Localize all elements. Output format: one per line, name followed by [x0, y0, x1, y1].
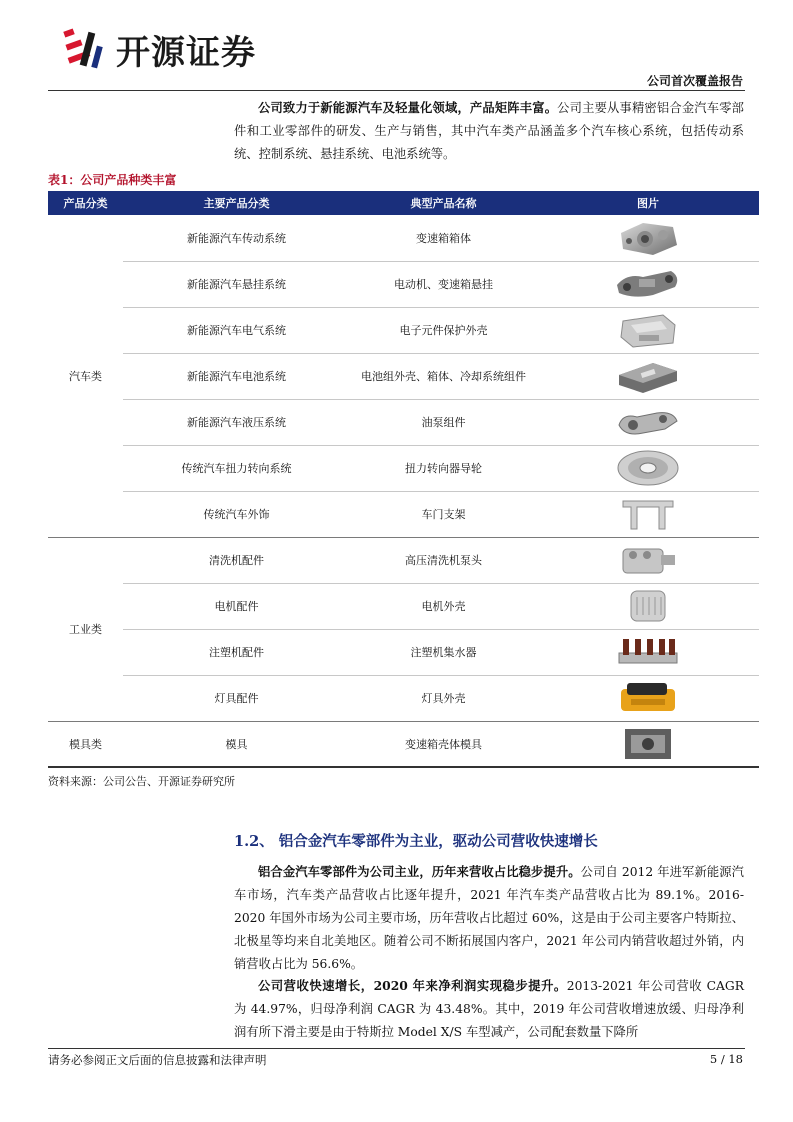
main-product-cell: 注塑机配件: [123, 629, 350, 675]
para2-bold: 铝合金汽车零部件为公司主业，历年来营收占比稳步提升。: [258, 864, 581, 879]
product-name-cell: 电子元件保护外壳: [350, 307, 537, 353]
product-name-cell: 电池组外壳、箱体、冷却系统组件: [350, 353, 537, 399]
torque-guide-wheel-image: [613, 449, 683, 487]
gearbox-housing-image: [613, 219, 683, 257]
intro-bold: 公司致力于新能源汽车及轻量化领域，产品矩阵丰富。: [258, 100, 558, 115]
main-product-cell: 灯具配件: [123, 675, 350, 721]
product-name-cell: 扭力转向器导轮: [350, 445, 537, 491]
body-paragraph: [234, 974, 744, 1044]
product-name-cell: 变速箱箱体: [350, 215, 537, 261]
table-row: [48, 629, 759, 675]
product-name-cell: 变速箱壳体模具: [350, 721, 537, 767]
door-bracket-image: [613, 495, 683, 533]
body-paragraph: [234, 860, 744, 976]
category-cell: 工业类: [48, 537, 123, 721]
header-category: 产品分类: [48, 191, 123, 215]
battery-case-image: [613, 357, 683, 395]
table-row: [48, 261, 759, 307]
table-row: [48, 399, 759, 445]
product-name-cell: 车门支架: [350, 491, 537, 537]
main-product-cell: 新能源汽车电池系统: [123, 353, 350, 399]
main-product-cell: 新能源汽车传动系统: [123, 215, 350, 261]
category-cell: 汽车类: [48, 215, 123, 537]
footer-divider: [48, 1048, 745, 1049]
header-typical-product: 典型产品名称: [350, 191, 537, 215]
logo-text: 开源证券: [116, 32, 256, 73]
main-product-cell: 模具: [123, 721, 350, 767]
product-name-cell: 电动机、变速箱悬挂: [350, 261, 537, 307]
para2-text: 公司自 2012 年进军新能源汽车市场，汽车类产品营收占比逐年提升，2021 年汽车类产品营收占比为 89.1%。2016-2020 年国外市场为公司主要市场，历年营收占比超过 60%，这是由于公司主要客户特斯拉、北极星等均来自北美地区。随着公司不断拓展国内客户，2021 年公司内销营收超过外销，内销营收占比为 56.6%。: [234, 865, 744, 971]
para3-bold: 公司营收快速增长，2020 年来净利润实现稳步提升。: [258, 978, 567, 993]
table-row: [48, 353, 759, 399]
product-name-cell: 注塑机集水器: [350, 629, 537, 675]
main-product-cell: 新能源汽车液压系统: [123, 399, 350, 445]
main-product-cell: 新能源汽车电气系统: [123, 307, 350, 353]
electronic-housing-image: [613, 311, 683, 349]
product-table: [48, 191, 759, 768]
pump-head-image: [613, 541, 683, 579]
table-row: [48, 215, 759, 261]
table-title: 表1：公司产品种类丰富: [48, 173, 177, 187]
intro-text: 公司主要从事精密铝合金汽车零部件和工业零部件的研发、生产与销售，其中汽车类产品涵盖多个汽车核心系统，包括传动系统、控制系统、悬挂系统、电池系统等。: [234, 101, 744, 161]
main-product-cell: 传统汽车扭力转向系统: [123, 445, 350, 491]
footer-disclaimer: 请务必参阅正文后面的信息披露和法律声明: [48, 1053, 267, 1067]
table-row: [48, 583, 759, 629]
header-divider: [48, 90, 745, 91]
table-row: [48, 721, 759, 767]
main-product-cell: 清洗机配件: [123, 537, 350, 583]
page-number: 5 / 18: [709, 1052, 743, 1066]
mold-image: [613, 725, 683, 763]
table-row: [48, 537, 759, 583]
para3-text: 2013-2021 年公司营收 CAGR 为 44.97%，归母净利润 CAGR 为 43.48%。其中，2019 年公司营收增速放缓、归母净利润有所下滑主要是由于特斯拉 Model X/S 车型减产，公司配套数量下降所: [234, 979, 744, 1039]
oil-pump-image: [613, 403, 683, 441]
header-image: 图片: [537, 191, 759, 215]
product-name-cell: 灯具外壳: [350, 675, 537, 721]
water-collector-image: [613, 633, 683, 671]
header-main-product: 主要产品分类: [123, 191, 350, 215]
table-row: [48, 491, 759, 537]
company-logo: [62, 24, 256, 74]
product-name-cell: 电机外壳: [350, 583, 537, 629]
suspension-bracket-image: [613, 265, 683, 303]
section-heading: 1.2、 铝合金汽车零部件为主业，驱动公司营收快速增长: [234, 833, 598, 850]
report-type: 公司首次覆盖报告: [646, 74, 743, 88]
logo-mark-icon: [62, 24, 108, 74]
table-row: [48, 675, 759, 721]
table-header-row: [48, 191, 759, 215]
motor-housing-image: [613, 587, 683, 625]
lamp-housing-image: [613, 679, 683, 717]
main-product-cell: 新能源汽车悬挂系统: [123, 261, 350, 307]
main-product-cell: 电机配件: [123, 583, 350, 629]
category-cell: 模具类: [48, 721, 123, 767]
table-row: [48, 445, 759, 491]
main-product-cell: 传统汽车外饰: [123, 491, 350, 537]
intro-paragraph: [234, 96, 744, 166]
table-source: 资料来源：公司公告、开源证券研究所: [48, 775, 235, 788]
product-name-cell: 高压清洗机泵头: [350, 537, 537, 583]
product-name-cell: 油泵组件: [350, 399, 537, 445]
table-row: [48, 307, 759, 353]
